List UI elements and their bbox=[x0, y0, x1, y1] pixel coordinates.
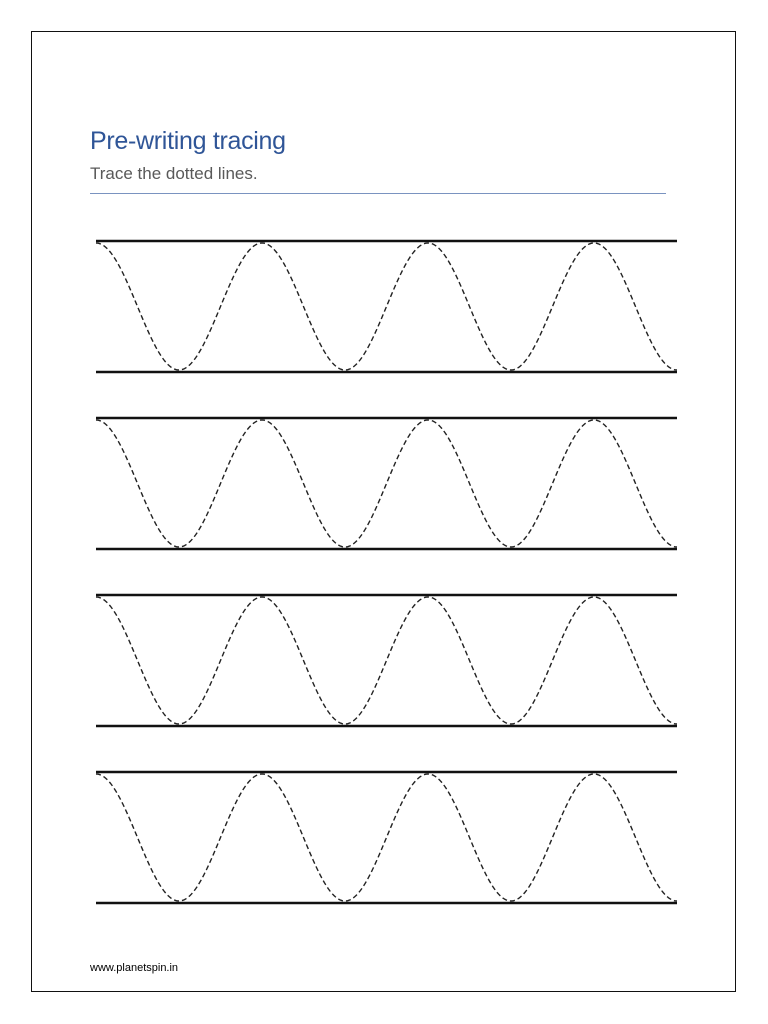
dotted-wave-path bbox=[96, 597, 677, 724]
tracing-row bbox=[96, 418, 677, 549]
dotted-wave-path bbox=[96, 243, 677, 370]
dotted-wave-path bbox=[96, 774, 677, 901]
tracing-row bbox=[96, 241, 677, 372]
tracing-row bbox=[96, 595, 677, 726]
dotted-wave-path bbox=[96, 420, 677, 547]
footer-url: www.planetspin.in bbox=[90, 962, 179, 974]
worksheet-title: Pre-writing tracing bbox=[90, 127, 286, 155]
tracing-row bbox=[96, 772, 677, 903]
worksheet-subtitle: Trace the dotted lines. bbox=[90, 164, 258, 183]
